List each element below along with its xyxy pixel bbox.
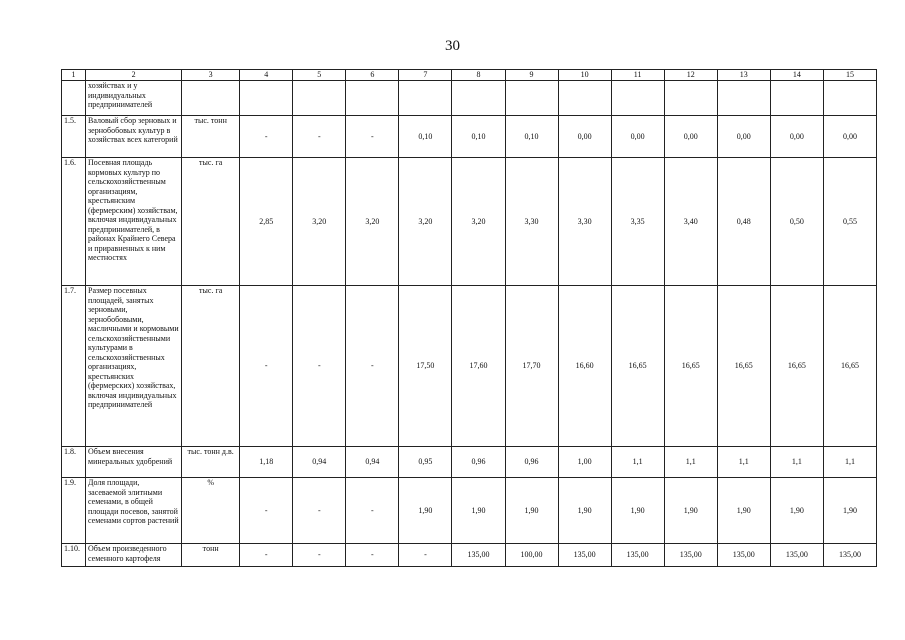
- value-cell-col-8: [452, 81, 505, 116]
- value-cell-col-5: -: [293, 478, 346, 544]
- column-header-6: 6: [346, 70, 399, 81]
- column-header-8: 8: [452, 70, 505, 81]
- value-cell-col-11: 0,00: [611, 116, 664, 158]
- value-cell-col-4: -: [240, 478, 293, 544]
- indicator-name: Объем произведенного семенного картофеля: [86, 544, 182, 567]
- indicator-name: Посевная площадь кормовых культур по сельскохозяйственным организациям, крестьянским (фермерским) хозяйствам, включая индивидуальных предпринимателей, в районах Крайнего Севера и приравненных к ним местностях: [86, 158, 182, 286]
- value-cell-col-9: 17,70: [505, 286, 558, 447]
- row-number: 1.8.: [62, 447, 86, 478]
- value-cell-col-7: 1,90: [399, 478, 452, 544]
- value-cell-col-6: -: [346, 478, 399, 544]
- table-row: [62, 286, 877, 447]
- table-body: [62, 81, 877, 567]
- indicator-name: Доля площади, засеваемой элитными семенами, в общей площади посевов, занятой семенами сортов растений: [86, 478, 182, 544]
- value-cell-col-9: 100,00: [505, 544, 558, 567]
- table-row: [62, 478, 877, 544]
- row-number: 1.9.: [62, 478, 86, 544]
- row-number: 1.10.: [62, 544, 86, 567]
- value-cell-col-4: -: [240, 286, 293, 447]
- column-header-4: 4: [240, 70, 293, 81]
- value-cell-col-14: 0,00: [770, 116, 823, 158]
- value-cell-col-11: 16,65: [611, 286, 664, 447]
- value-cell-col-6: 0,94: [346, 447, 399, 478]
- row-number: 1.5.: [62, 116, 86, 158]
- value-cell-col-8: 0,96: [452, 447, 505, 478]
- indicator-name: Валовый сбор зерновых и зернобобовых культур в хозяйствах всех категорий: [86, 116, 182, 158]
- column-header-13: 13: [717, 70, 770, 81]
- value-cell-col-12: 3,40: [664, 158, 717, 286]
- value-cell-col-5: [293, 81, 346, 116]
- value-cell-col-13: [717, 81, 770, 116]
- value-cell-col-11: 1,90: [611, 478, 664, 544]
- value-cell-col-14: [770, 81, 823, 116]
- value-cell-col-10: 1,00: [558, 447, 611, 478]
- table-row: [62, 447, 877, 478]
- column-header-14: 14: [770, 70, 823, 81]
- value-cell-col-13: 135,00: [717, 544, 770, 567]
- unit-cell: тыс. га: [182, 286, 240, 447]
- value-cell-col-7: -: [399, 544, 452, 567]
- value-cell-col-12: 1,90: [664, 478, 717, 544]
- column-header-10: 10: [558, 70, 611, 81]
- page-number: 30: [445, 38, 460, 54]
- value-cell-col-12: 16,65: [664, 286, 717, 447]
- value-cell-col-4: -: [240, 544, 293, 567]
- table-row: [62, 81, 877, 116]
- value-cell-col-6: -: [346, 286, 399, 447]
- unit-cell: %: [182, 478, 240, 544]
- table-row: [62, 158, 877, 286]
- table-row: [62, 544, 877, 567]
- value-cell-col-6: [346, 81, 399, 116]
- value-cell-col-15: 135,00: [823, 544, 876, 567]
- value-cell-col-7: 0,95: [399, 447, 452, 478]
- value-cell-col-12: [664, 81, 717, 116]
- value-cell-col-12: 0,00: [664, 116, 717, 158]
- column-header-5: 5: [293, 70, 346, 81]
- value-cell-col-14: 1,90: [770, 478, 823, 544]
- column-header-1: 1: [62, 70, 86, 81]
- value-cell-col-13: 1,1: [717, 447, 770, 478]
- value-cell-col-14: 16,65: [770, 286, 823, 447]
- indicator-name: Размер посевных площадей, занятых зерновыми, зернобобовыми, масличными и кормовыми сельскохозяйственными культурами в сельскохозяйственных организациях, крестьянских (фермерских) хозяйствах, включая индивидуальных предпринимателей: [86, 286, 182, 447]
- value-cell-col-15: 1,1: [823, 447, 876, 478]
- value-cell-col-12: 1,1: [664, 447, 717, 478]
- value-cell-col-5: 0,94: [293, 447, 346, 478]
- unit-cell: тыс. га: [182, 158, 240, 286]
- value-cell-col-15: 0,00: [823, 116, 876, 158]
- value-cell-col-4: 2,85: [240, 158, 293, 286]
- indicators-table: [61, 69, 877, 567]
- table-row: [62, 116, 877, 158]
- value-cell-col-11: [611, 81, 664, 116]
- value-cell-col-5: -: [293, 544, 346, 567]
- value-cell-col-13: 16,65: [717, 286, 770, 447]
- value-cell-col-7: 17,50: [399, 286, 452, 447]
- table-header-row: [62, 70, 877, 81]
- value-cell-col-6: 3,20: [346, 158, 399, 286]
- unit-cell: тыс. тонн: [182, 116, 240, 158]
- value-cell-col-10: 1,90: [558, 478, 611, 544]
- indicator-name: хозяйствах и у индивидуальных предпринимателей: [86, 81, 182, 116]
- value-cell-col-9: 1,90: [505, 478, 558, 544]
- value-cell-col-14: 135,00: [770, 544, 823, 567]
- value-cell-col-9: [505, 81, 558, 116]
- value-cell-col-6: -: [346, 544, 399, 567]
- column-header-3: 3: [182, 70, 240, 81]
- value-cell-col-5: 3,20: [293, 158, 346, 286]
- value-cell-col-5: -: [293, 286, 346, 447]
- value-cell-col-10: 3,30: [558, 158, 611, 286]
- value-cell-col-15: 16,65: [823, 286, 876, 447]
- value-cell-col-13: 0,00: [717, 116, 770, 158]
- indicator-name: Объем внесения минеральных удобрений: [86, 447, 182, 478]
- value-cell-col-7: 3,20: [399, 158, 452, 286]
- value-cell-col-8: 135,00: [452, 544, 505, 567]
- value-cell-col-7: 0,10: [399, 116, 452, 158]
- column-header-2: 2: [86, 70, 182, 81]
- value-cell-col-10: 16,60: [558, 286, 611, 447]
- value-cell-col-9: 0,96: [505, 447, 558, 478]
- row-number: 1.7.: [62, 286, 86, 447]
- value-cell-col-5: -: [293, 116, 346, 158]
- value-cell-col-11: 3,35: [611, 158, 664, 286]
- value-cell-col-15: 0,55: [823, 158, 876, 286]
- row-number: [62, 81, 86, 116]
- value-cell-col-4: [240, 81, 293, 116]
- column-header-12: 12: [664, 70, 717, 81]
- value-cell-col-8: 0,10: [452, 116, 505, 158]
- value-cell-col-9: 0,10: [505, 116, 558, 158]
- column-header-15: 15: [823, 70, 876, 81]
- value-cell-col-8: 3,20: [452, 158, 505, 286]
- value-cell-col-10: 135,00: [558, 544, 611, 567]
- value-cell-col-12: 135,00: [664, 544, 717, 567]
- value-cell-col-14: 0,50: [770, 158, 823, 286]
- value-cell-col-8: 17,60: [452, 286, 505, 447]
- value-cell-col-4: 1,18: [240, 447, 293, 478]
- value-cell-col-6: -: [346, 116, 399, 158]
- row-number: 1.6.: [62, 158, 86, 286]
- value-cell-col-9: 3,30: [505, 158, 558, 286]
- value-cell-col-8: 1,90: [452, 478, 505, 544]
- column-header-7: 7: [399, 70, 452, 81]
- value-cell-col-10: [558, 81, 611, 116]
- value-cell-col-13: 1,90: [717, 478, 770, 544]
- unit-cell: тонн: [182, 544, 240, 567]
- value-cell-col-11: 1,1: [611, 447, 664, 478]
- value-cell-col-7: [399, 81, 452, 116]
- unit-cell: тыс. тонн д.в.: [182, 447, 240, 478]
- value-cell-col-14: 1,1: [770, 447, 823, 478]
- value-cell-col-13: 0,48: [717, 158, 770, 286]
- column-header-9: 9: [505, 70, 558, 81]
- column-header-11: 11: [611, 70, 664, 81]
- value-cell-col-10: 0,00: [558, 116, 611, 158]
- value-cell-col-11: 135,00: [611, 544, 664, 567]
- unit-cell: [182, 81, 240, 116]
- value-cell-col-15: [823, 81, 876, 116]
- value-cell-col-15: 1,90: [823, 478, 876, 544]
- value-cell-col-4: -: [240, 116, 293, 158]
